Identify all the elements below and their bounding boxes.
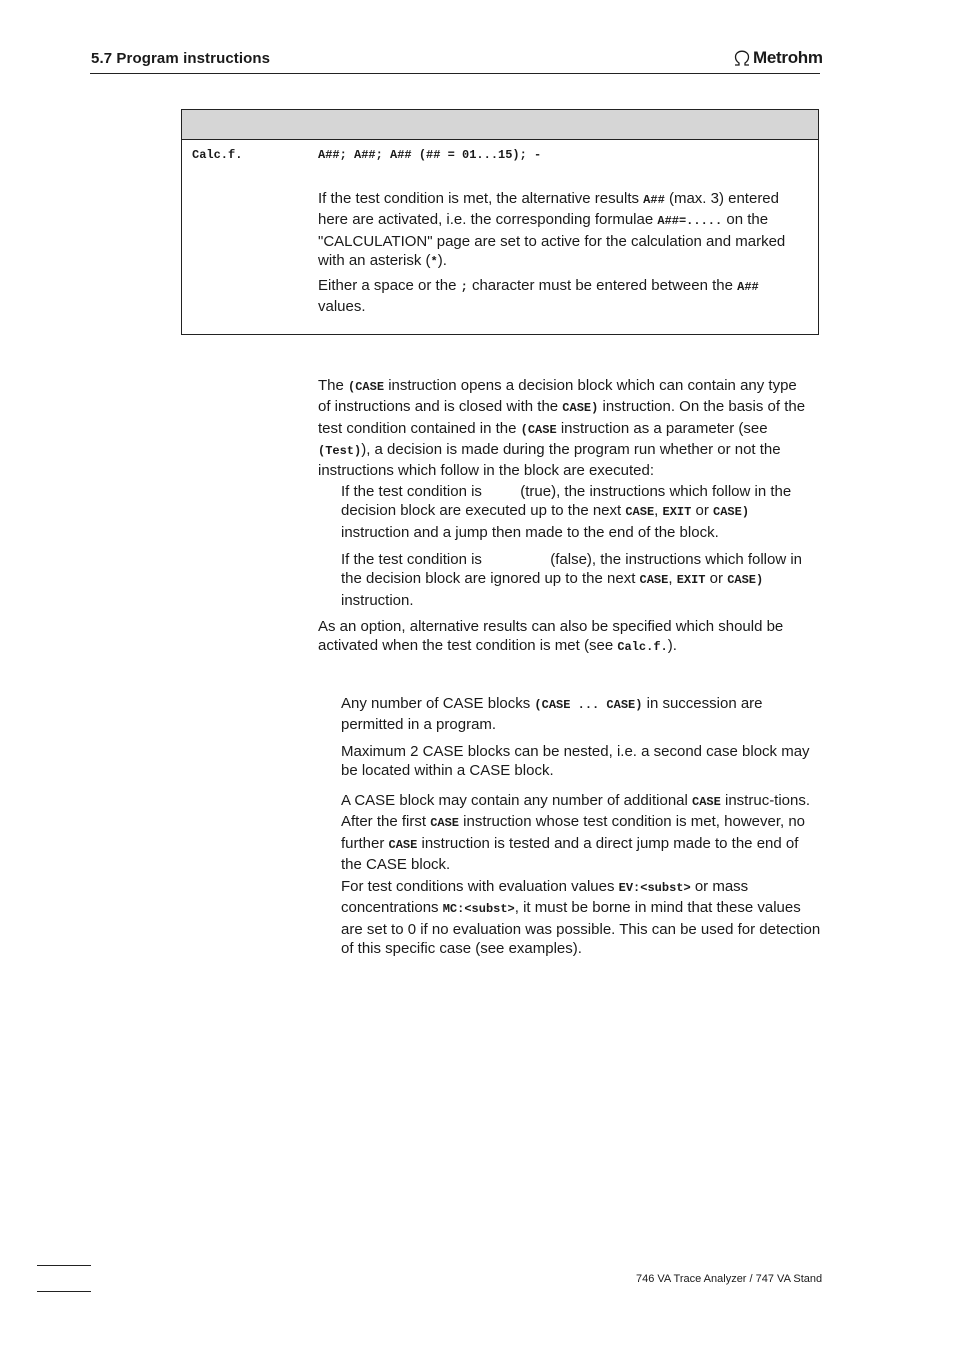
body-text: If the test condition is (false), the instructions which follow in the decision block are ignored up to the next [341,551,803,588]
code-token: (CASE ... CASE) [534,698,643,712]
body-text: instruction as a parameter (see [556,419,768,437]
body-text: As an option, alternative results can also be specified which should be activated when the test condition is met (see [318,618,784,655]
note-item [341,694,819,735]
body-text: instruction. On the basis of the test condition contained in the [318,398,806,437]
code-token: (Test) [318,443,362,458]
metrohm-logo [733,48,823,68]
code-token: CASE [430,816,460,831]
code-token: A##=..... [657,214,723,229]
note-item [341,791,819,874]
body-text: A CASE block may contain any number of additional [341,792,693,809]
body-text: Maximum 2 CASE blocks can be nested, i.e. a second case block may be located within a CASE block. [341,743,810,780]
code-token: CASE [639,573,669,588]
footer-rule [37,1265,91,1266]
code-token: CASE [625,505,655,520]
body-text: If the test condition is met, the alternative results [318,190,644,207]
body-text: Any number of CASE blocks [341,695,535,712]
code-token: (CASE [520,422,557,437]
calc-parameter-syntax: A##; A##; A## (## = 01...15); - [318,148,542,162]
body-text: The [318,377,349,394]
code-token: CASE) [727,573,764,588]
code-token: (CASE [348,380,385,394]
body-text: ). [437,251,447,269]
code-token: Calc.f. [617,640,668,655]
code-token: EV:<subst> [618,881,691,895]
body-text: ), a decision is made during the program run whether or not the instructions which follow in the block are executed: [318,440,781,480]
body-text: instruction and a jump then made to the end of the block. [341,523,719,541]
body-text: For test conditions with evaluation values [341,878,619,895]
body-text: Either a space or the [318,277,461,294]
body-text: on the "CALCULATION" page are set to active for the calculation and marked with an asterisk ( [318,211,786,269]
code-token: CASE) [562,401,599,416]
logo-text: Metrohm [753,48,823,67]
case-intro-paragraph [318,376,808,480]
note-item [341,877,821,958]
calc-parameter-label: Calc.f. [192,148,243,162]
code-token: A## [737,280,759,294]
body-text: If the test condition is (true), the instructions which follow in the decision block are executed up to the next [341,483,792,520]
code-token: MC:<subst> [442,902,515,917]
code-token: ; [460,280,468,294]
body-text: instruction. [341,591,414,609]
code-token: A## [643,193,665,207]
body-text: values. [318,298,366,316]
body-text: (max. 3) entered here are activated, i.e. the corresponding formulae [318,190,779,229]
body-text: instruction whose test condition is met, however, no further [341,813,806,852]
body-text: instruc-tions. After the first [341,792,811,831]
code-token: CASE [388,837,418,852]
note-item [341,742,819,781]
header-rule [90,73,820,74]
body-text: in succession are permitted in a program. [341,695,763,734]
body-text: or [705,570,728,588]
case-false-item [341,550,819,610]
case-option-paragraph [318,617,808,658]
calc-description [318,189,806,272]
calc-separator-note [318,276,806,317]
code-token: EXIT [662,505,692,520]
body-text: ). [667,637,677,655]
body-text: , [668,570,677,588]
section-title: 5.7 Program instructions [91,50,271,67]
body-text: instruction is tested and a direct jump made to the end of the CASE block. [341,834,799,873]
body-text: , [654,502,663,520]
code-token: EXIT [676,573,706,588]
case-true-item [341,482,819,542]
omega-icon [733,50,751,66]
body-text: instruction opens a decision block which can contain any type of instructions and is closed with the [318,377,797,416]
body-text: character must be entered between the [467,277,738,294]
body-text: or mass concentrations [341,878,749,917]
body-text: , it must be borne in mind that these values are set to 0 if no evaluation was possible. This can be used for detection of this specific case (see examples). [341,899,821,957]
footer-product-name: 746 VA Trace Analyzer / 747 VA Stand [636,1273,823,1285]
code-token: * [430,254,438,269]
body-text: or [691,502,714,520]
code-token: CASE [692,795,721,809]
code-token: CASE) [713,505,750,520]
instruction-box-header [182,110,818,140]
footer-rule [37,1291,91,1292]
